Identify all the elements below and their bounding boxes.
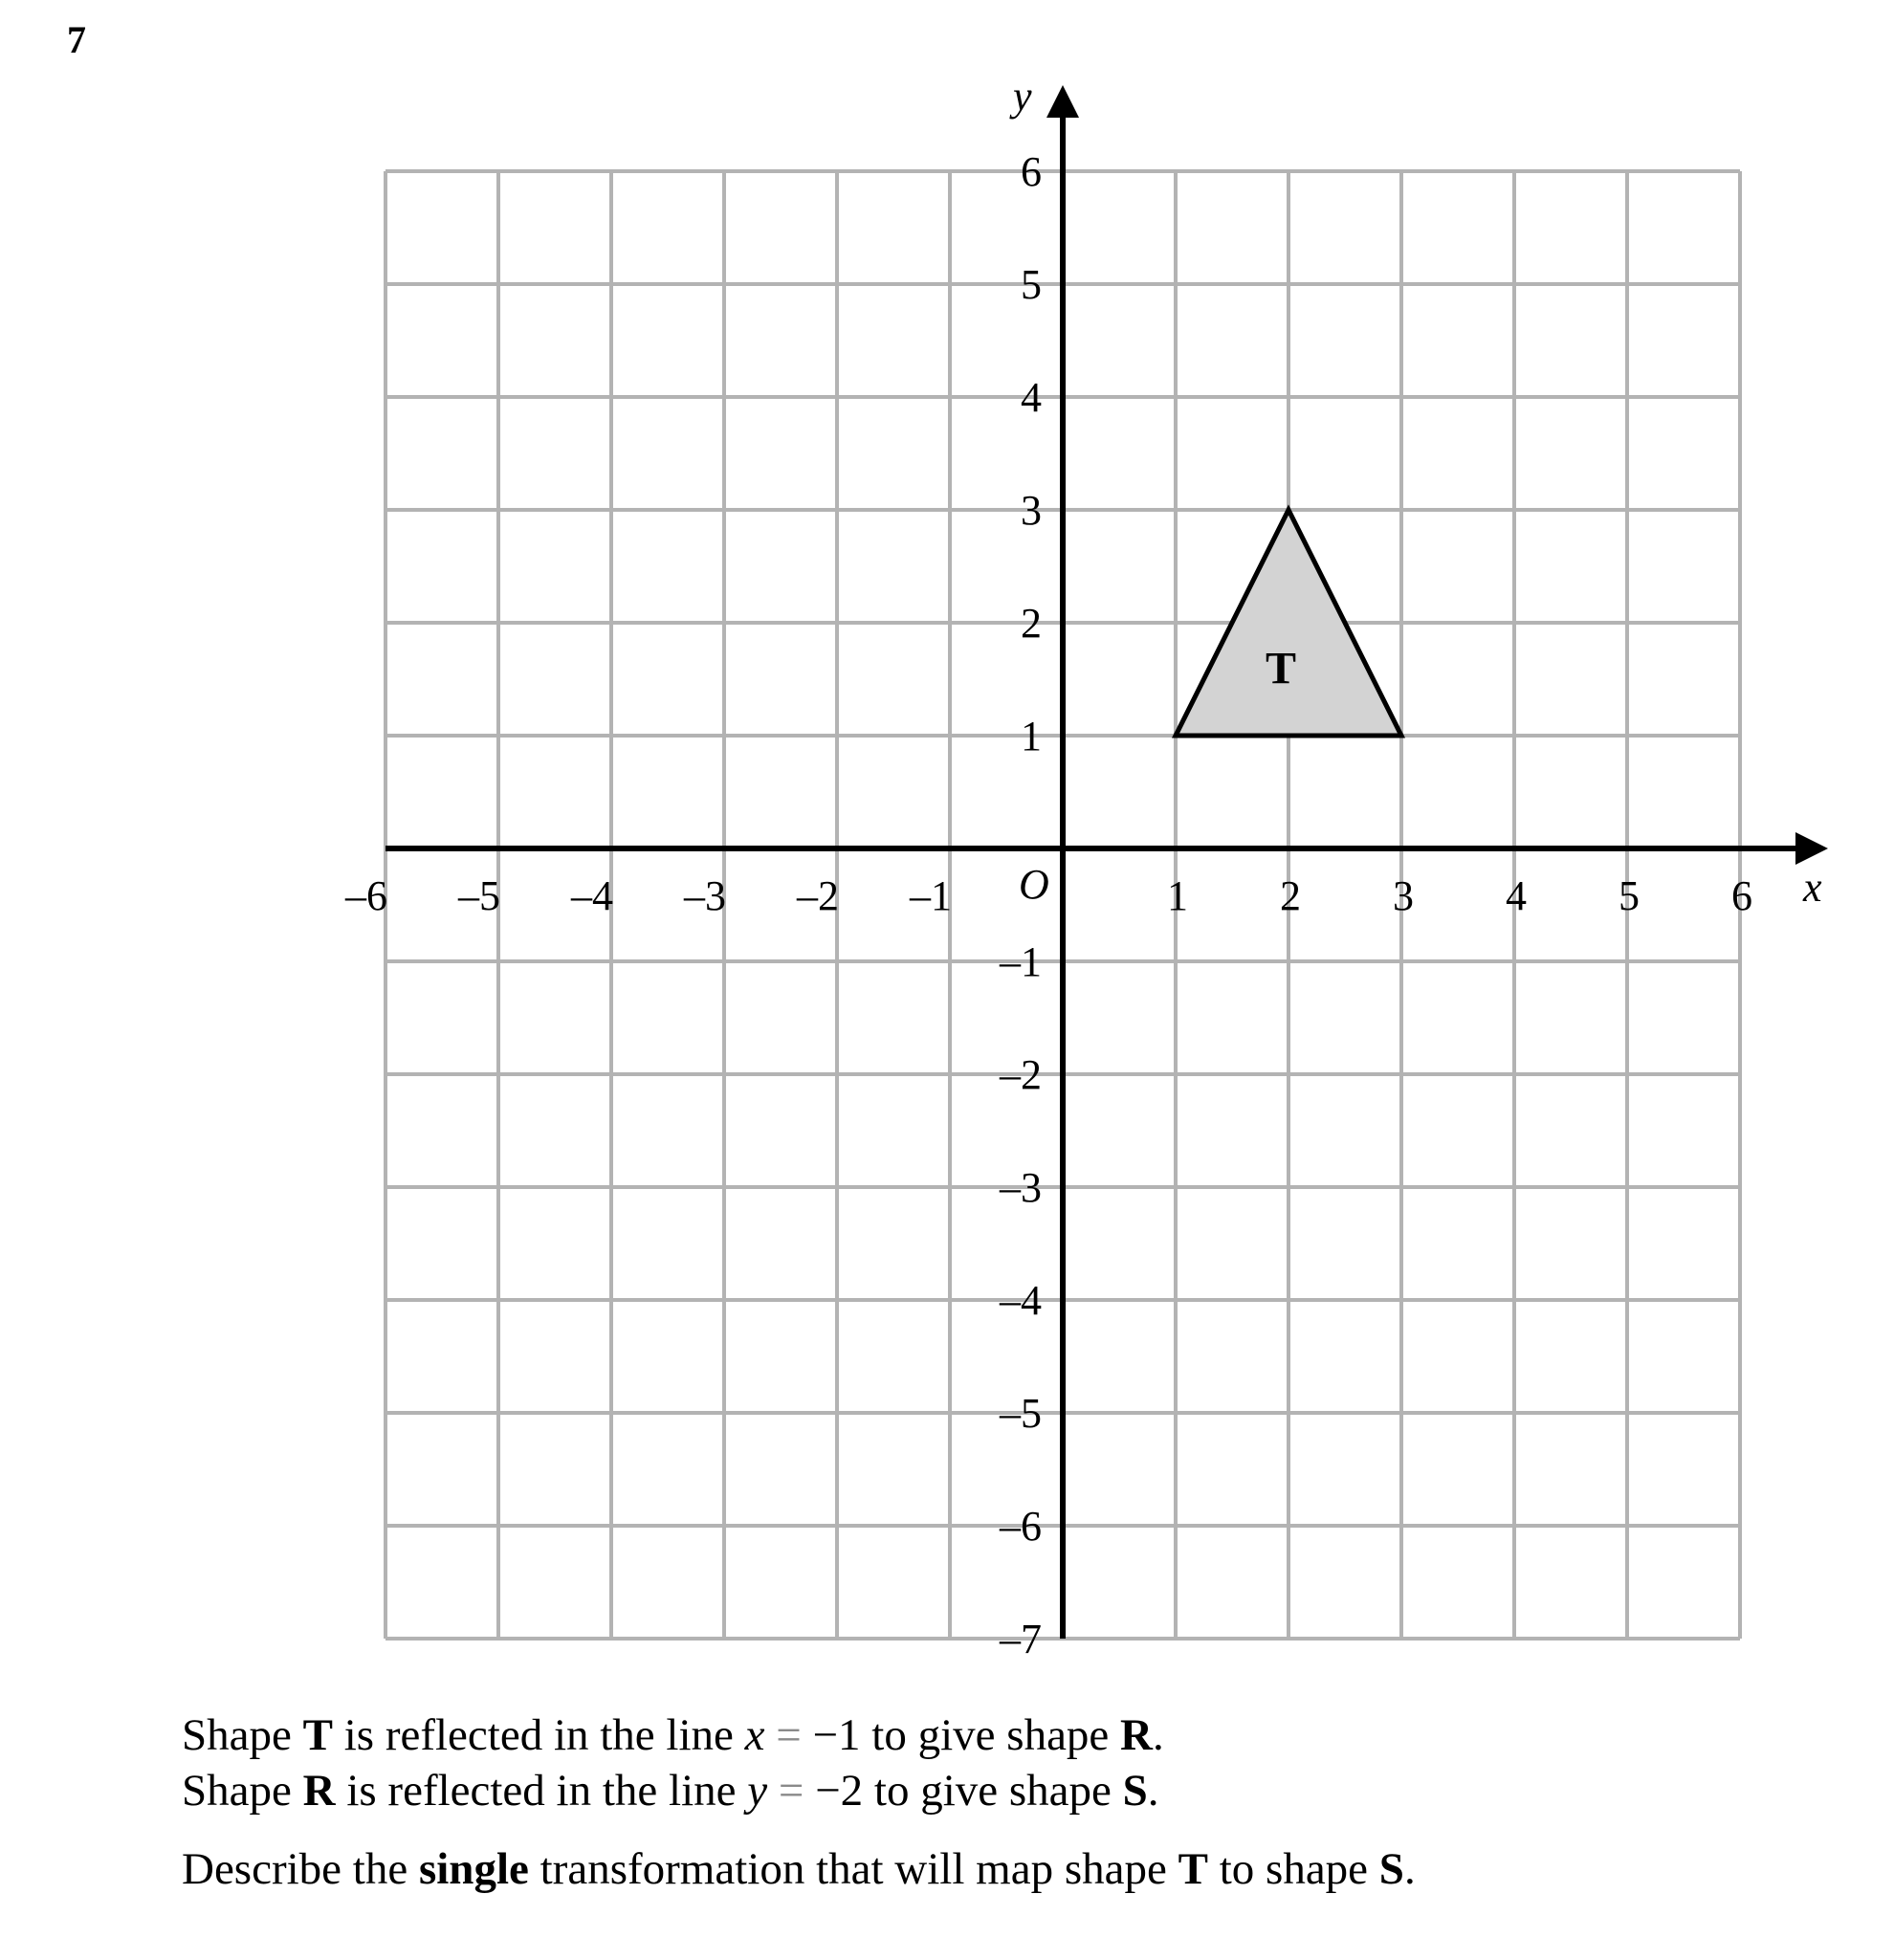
question-line-2: Shape R is reflected in the line y = −2 to give shape S. xyxy=(182,1766,1159,1816)
x-axis-label: x xyxy=(1803,864,1822,911)
x-tick-label: –2 xyxy=(797,872,839,919)
x-axis-arrow xyxy=(1795,832,1828,865)
y-tick-label: 6 xyxy=(1021,148,1042,195)
y-tick-label: –7 xyxy=(1000,1616,1042,1663)
x-tick-label: 5 xyxy=(1619,872,1640,919)
question-number: 7 xyxy=(67,18,86,61)
y-tick-label: 3 xyxy=(1021,487,1042,534)
y-tick-label: –1 xyxy=(1000,938,1042,985)
x-tick-label: –5 xyxy=(458,872,500,919)
x-tick-label: 2 xyxy=(1280,872,1301,919)
shape-t-label: T xyxy=(1266,643,1297,694)
x-tick-label: 4 xyxy=(1506,872,1527,919)
x-tick-label: –1 xyxy=(910,872,952,919)
y-tick-label: 1 xyxy=(1021,713,1042,760)
y-axis-label: y xyxy=(1013,73,1032,120)
y-tick-label: –3 xyxy=(1000,1164,1042,1211)
y-tick-label: –5 xyxy=(1000,1390,1042,1437)
question-line-3: Describe the single transformation that will map shape T to shape S. xyxy=(182,1844,1416,1894)
question-line-1: Shape T is reflected in the line x = −1 to give shape R. xyxy=(182,1710,1164,1760)
y-tick-label: –6 xyxy=(1000,1503,1042,1550)
x-tick-label: –4 xyxy=(571,872,613,919)
axes xyxy=(385,73,1828,1639)
y-tick-label: –4 xyxy=(1000,1277,1042,1324)
y-tick-label: 4 xyxy=(1021,374,1042,421)
x-tick-label: –6 xyxy=(345,872,387,919)
y-tick-label: 2 xyxy=(1021,600,1042,647)
x-tick-label: 1 xyxy=(1167,872,1188,919)
y-tick-label: –2 xyxy=(1000,1051,1042,1098)
x-tick-label: –3 xyxy=(684,872,726,919)
y-axis-arrow xyxy=(1046,85,1079,118)
y-tick-label: 5 xyxy=(1021,261,1042,308)
x-tick-label: 6 xyxy=(1731,872,1752,919)
x-tick-label: 3 xyxy=(1393,872,1414,919)
origin-label: O xyxy=(1019,861,1049,908)
